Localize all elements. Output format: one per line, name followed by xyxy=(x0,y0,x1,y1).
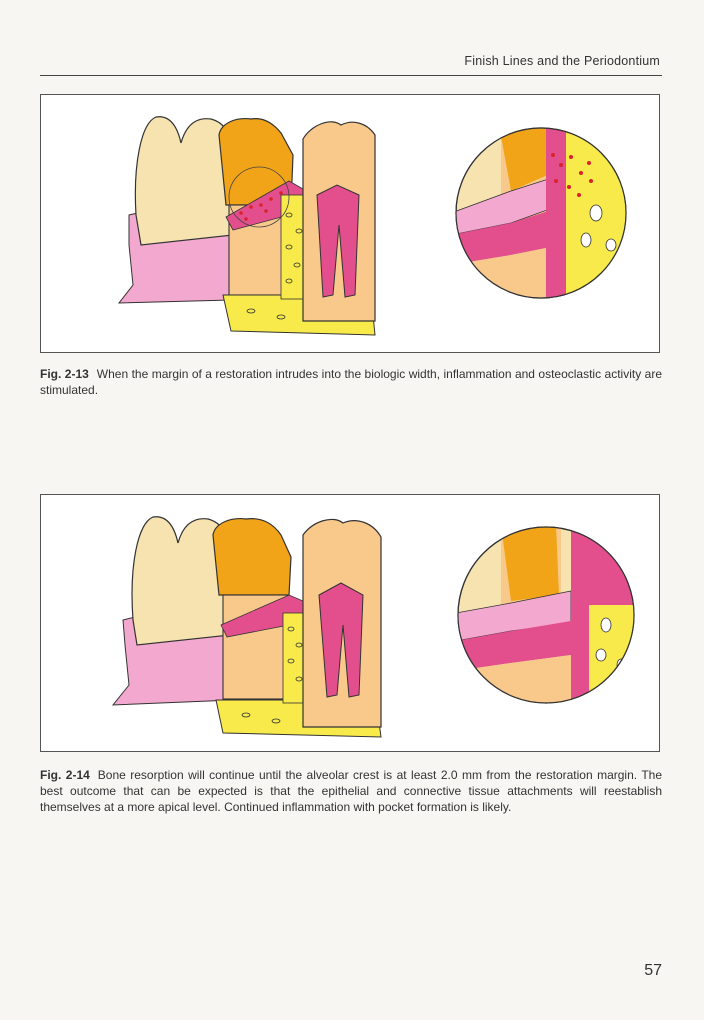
figure-2-13-illustration xyxy=(41,95,661,354)
figure-2-13-caption xyxy=(40,366,662,398)
figure-2-13-caption-text: When the margin of a restoration intrudes into the biologic width, inflammation and osteoclastic activity are stimulated. xyxy=(40,367,662,397)
page-number: 57 xyxy=(644,962,662,979)
figure-2-14-label: Fig. 2-14 xyxy=(40,768,90,782)
header-rule xyxy=(40,75,662,76)
figure-2-13 xyxy=(40,94,660,353)
running-head: Finish Lines and the Periodontium xyxy=(464,54,660,68)
figure-2-14 xyxy=(40,494,660,752)
figure-2-14-caption xyxy=(40,767,662,815)
figure-2-13-label: Fig. 2-13 xyxy=(40,367,89,381)
figure-2-14-caption-text: Bone resorption will continue until the alveolar crest is at least 2.0 mm from the restoration margin. The best outcome that can be expected is that the epithelial and connective tissue attachments will reestablish themselves at a more apical level. Continued inflammation with pocket formation is likely. xyxy=(40,768,662,814)
figure-2-14-illustration xyxy=(41,495,661,753)
